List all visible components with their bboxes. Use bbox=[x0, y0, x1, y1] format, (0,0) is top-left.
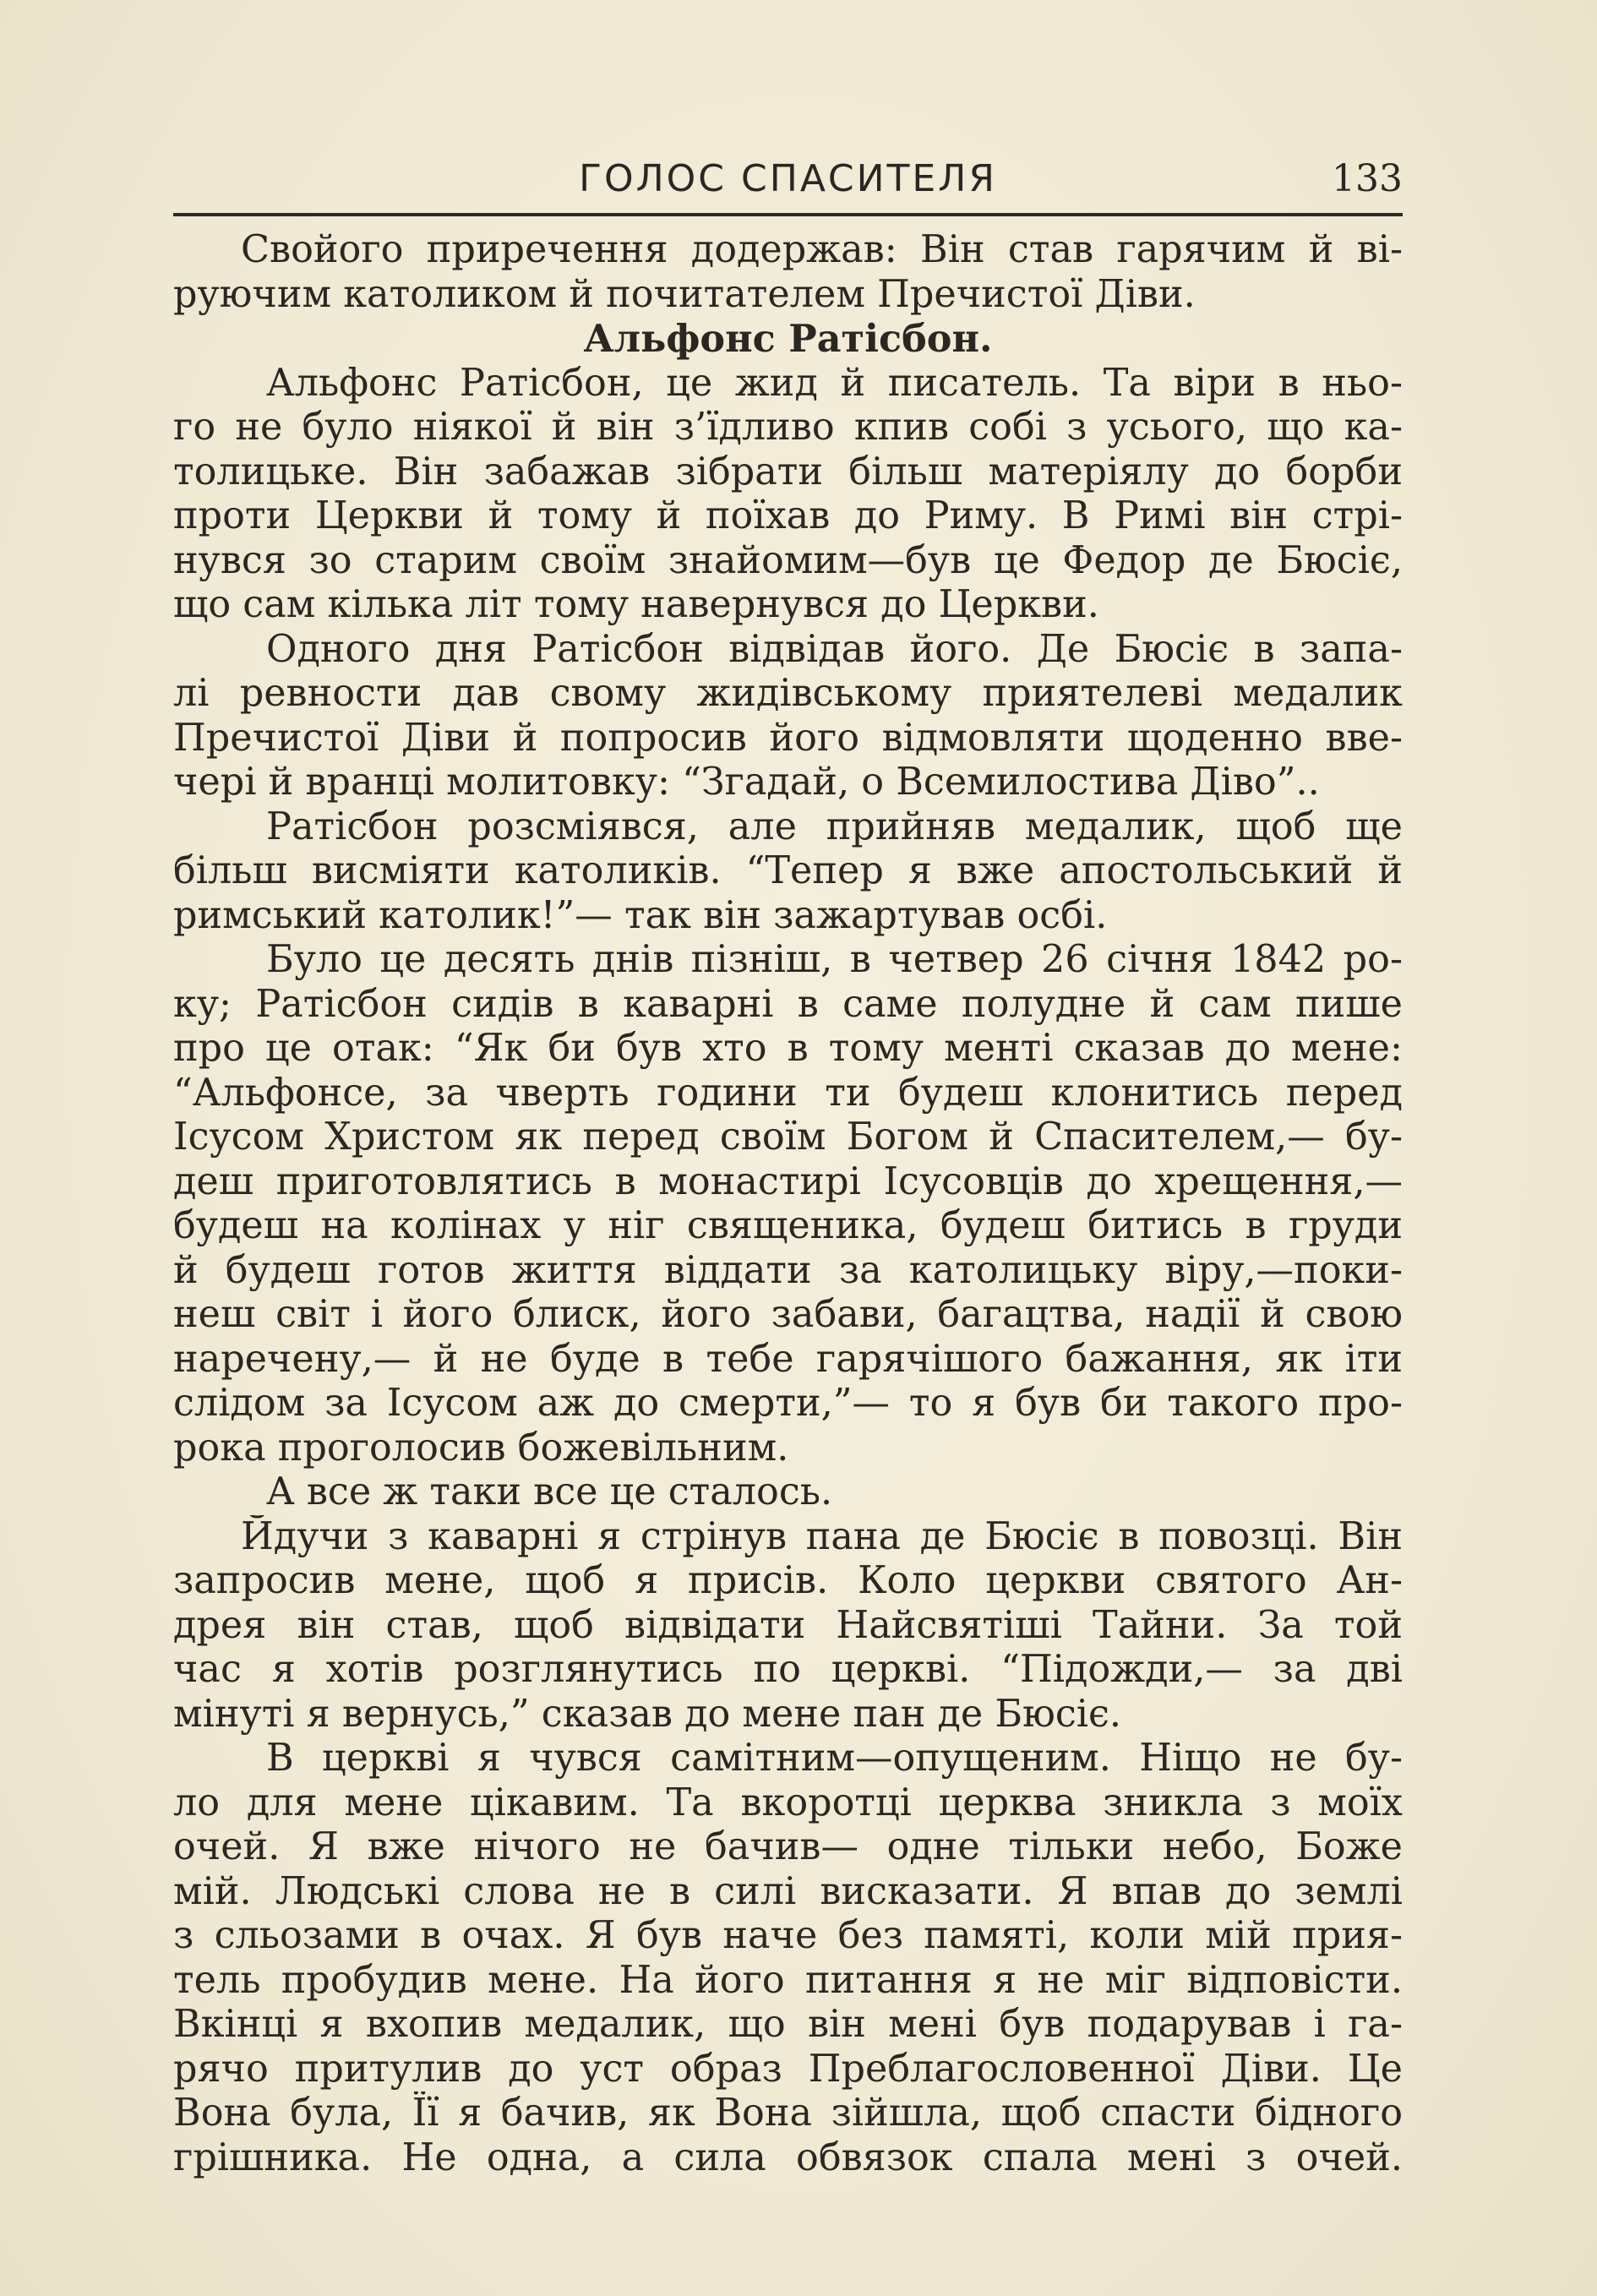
text-line: більш висміяти католиків. “Тепер я вже апостольський й bbox=[173, 849, 1403, 892]
text-line: лі ревности дав свому жидівському приятелеві медалик bbox=[173, 672, 1403, 715]
text-line: толицьке. Він забажав зібрати більш матеріялу до борби bbox=[173, 450, 1403, 494]
text-line: рока проголосив божевільним. bbox=[173, 1426, 789, 1470]
text-line: й будеш готов життя віддати за католицьку віру,—поки- bbox=[173, 1248, 1403, 1292]
text-line: мінуті я вернусь,” сказав до мене пан де Бюсіє. bbox=[173, 1692, 1122, 1736]
page-body-text bbox=[173, 228, 1403, 2180]
text-line: будеш на колінах у ніг священика, будеш битись в груди bbox=[173, 1204, 1403, 1247]
text-line: неш світ і його блиск, його забави, багацтва, надії й свою bbox=[173, 1293, 1403, 1336]
text-line: очей. Я вже нічого не бачив— одне тільки небо, Боже bbox=[173, 1825, 1403, 1868]
text-line: рячо притулив до уст образ Преблагословенної Діви. Це bbox=[173, 2047, 1403, 2091]
text-line: з сльозами в очах. Я був наче без памяті, коли мій прия- bbox=[173, 1914, 1403, 1957]
text-line: чері й вранці молитовку: “Згадай, о Всемилостива Діво”.. bbox=[173, 761, 1320, 804]
text-line: дрея він став, щоб відвідати Найсвятіші Тайни. За той bbox=[173, 1603, 1403, 1647]
text-line: “Альфонсе, за чверть години ти будеш клонитись перед bbox=[173, 1071, 1403, 1115]
section-heading: Альфонс Ратісбон. bbox=[583, 317, 993, 361]
running-title: ГОЛОС СПАСИТЕЛЯ bbox=[579, 157, 997, 200]
text-line: В церкві я чувся самітним—опущеним. Ніщо не бу- bbox=[266, 1737, 1403, 1780]
text-line: мій. Людські слова не в силі висказати. Я впав до землі bbox=[173, 1869, 1403, 1913]
text-line: ло для мене цікавим. Та вкоротці церква зникла з моїх bbox=[173, 1781, 1403, 1824]
text-line: го не було ніякої й він з’їдливо кпив собі з усього, що ка- bbox=[173, 406, 1403, 449]
text-line: Одного дня Ратісбон відвідав його. Де Бюсіє в запа- bbox=[266, 627, 1403, 671]
text-line: римський католик!”— так він зажартував осбі. bbox=[173, 893, 1108, 937]
text-line: що сам кілька літ тому навернувся до Церкви. bbox=[173, 583, 1099, 626]
header-rule bbox=[173, 213, 1403, 216]
text-line: руючим католиком й почитателем Пречистої Діви. bbox=[173, 272, 1196, 316]
text-line: нувся зо старим своїм знайомим—був це Федор де Бюсіє, bbox=[173, 538, 1403, 582]
text-line: ку; Ратісбон сидів в каварні в саме полудне й сам пише bbox=[173, 982, 1403, 1026]
text-line: Вона була, Її я бачив, як Вона зійшла, щоб спасти бідного bbox=[173, 2091, 1403, 2135]
text-line: проти Церкви й тому й поїхав до Риму. В Римі він стрі- bbox=[173, 494, 1403, 537]
text-line: Ратісбон розсміявся, але прийняв медалик, щоб ще bbox=[266, 804, 1403, 848]
text-line: Йдучи з каварні я стрінув пана де Бюсіє в повозці. Він bbox=[241, 1514, 1403, 1558]
text-line: запросив мене, щоб я присів. Коло церкви святого Ан- bbox=[173, 1559, 1403, 1602]
text-line: деш приготовлятись в монастирі Ісусовців до хрещення,— bbox=[173, 1159, 1403, 1203]
text-line: слідом за Ісусом аж до смерти,”— то я був би такого про- bbox=[173, 1382, 1403, 1425]
text-line: Вкінці я вхопив медалик, що він мені був подарував і га- bbox=[173, 2003, 1403, 2046]
page-header bbox=[173, 150, 1403, 201]
text-line: Свойого приречення додержав: Він став гарячим й ві- bbox=[241, 228, 1403, 271]
text-line: грішника. Не одна, а сила обвязок спала мені з очей. bbox=[173, 2135, 1403, 2179]
text-line: Ісусом Христом як перед своїм Богом й Спасителем,— бу- bbox=[173, 1115, 1403, 1159]
page-number: 133 bbox=[1332, 157, 1403, 200]
text-line: Альфонс Ратісбон, це жид й писатель. Та віри в ньо- bbox=[266, 361, 1403, 405]
text-line: час я хотів розглянутись по церкві. “Підожди,— за дві bbox=[173, 1648, 1403, 1691]
text-line: Було це десять днів пізніш, в четвер 26 січня 1842 ро- bbox=[266, 938, 1403, 981]
text-line: про це отак: “Як би був хто в тому менті сказав до мене: bbox=[173, 1027, 1403, 1070]
text-line: А все ж таки все це сталось. bbox=[266, 1470, 833, 1513]
text-line: наречену,— й не буде в тебе гарячішого бажання, як іти bbox=[173, 1337, 1403, 1381]
text-line: Пречистої Діви й попросив його відмовляти щоденно вве- bbox=[173, 716, 1403, 760]
text-line: тель пробудив мене. На його питання я не міг відповісти. bbox=[173, 1958, 1403, 2002]
